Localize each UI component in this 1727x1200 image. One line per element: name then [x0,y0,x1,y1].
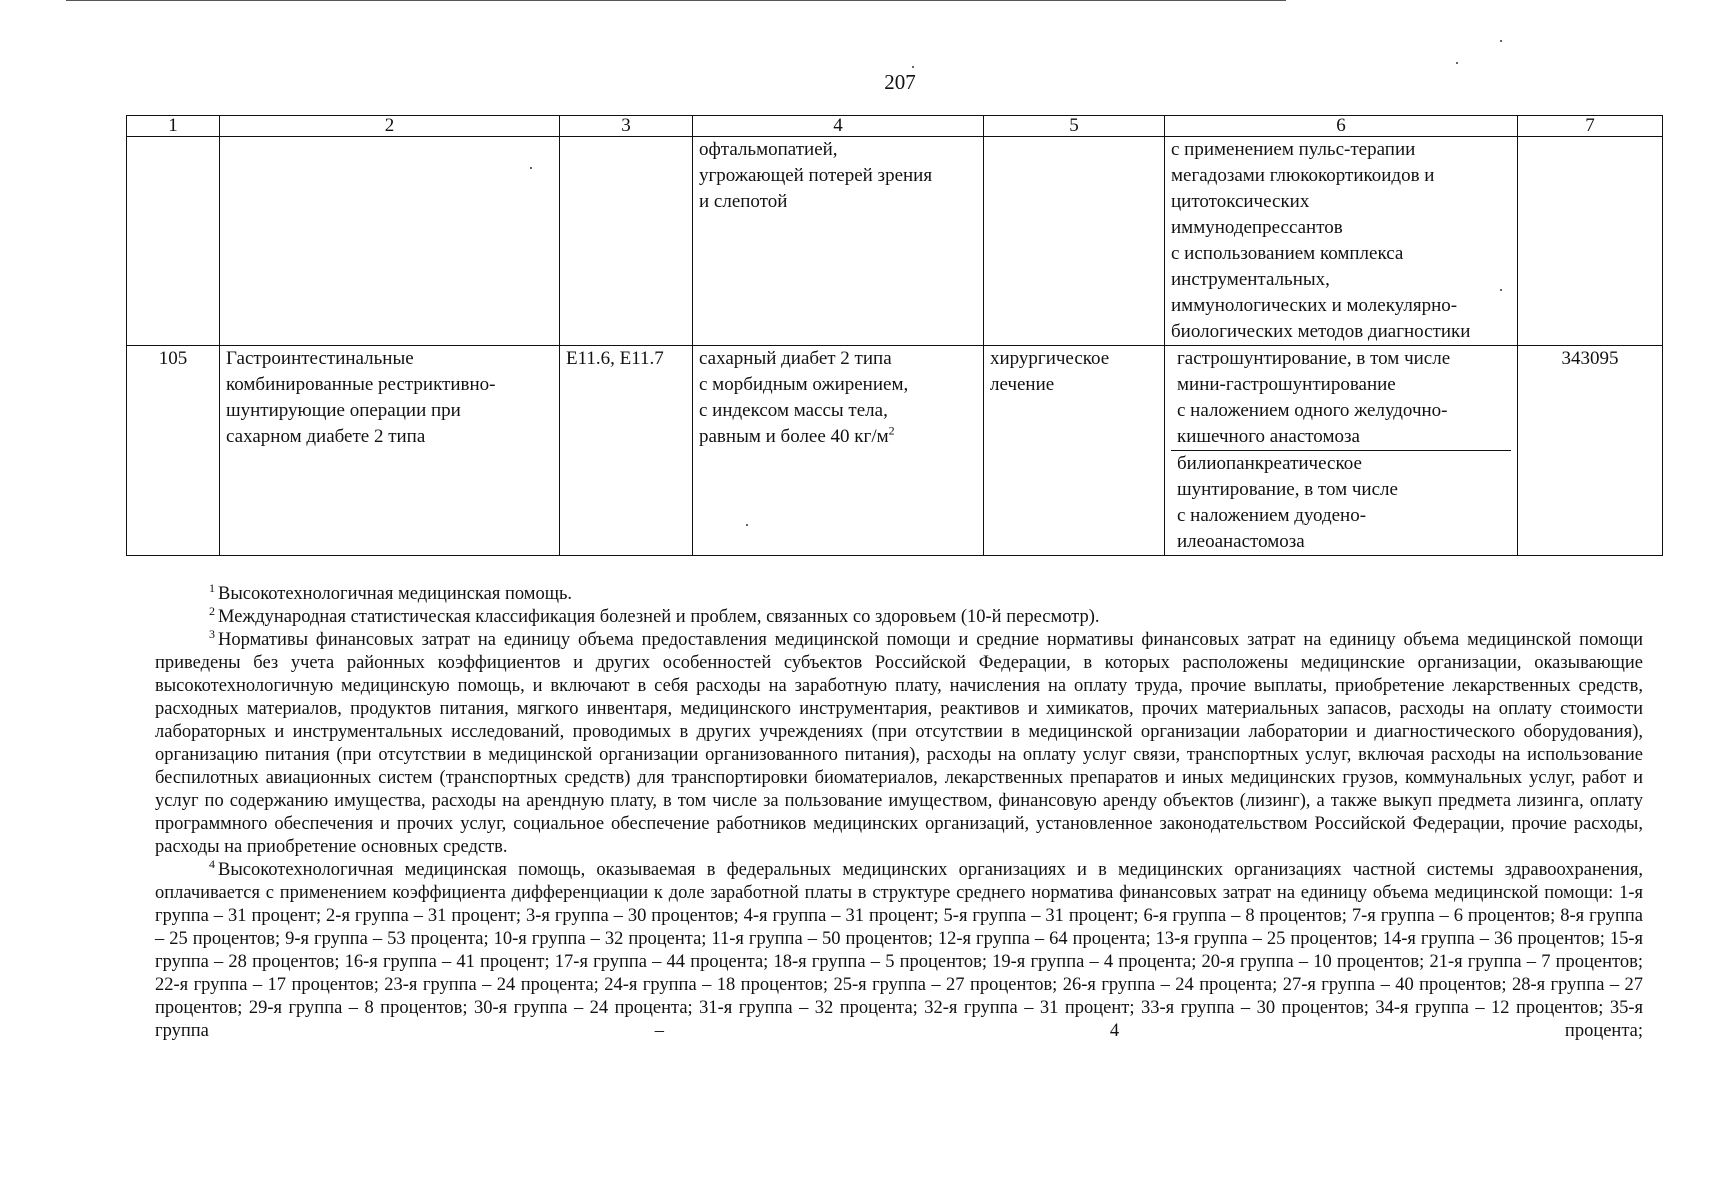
column-number: 7 [1518,116,1663,137]
cell-treatment-methods [1165,346,1518,556]
text-line: биологических методов диагностики [1171,321,1471,342]
cell-treatment-method [1165,137,1518,346]
text-line: с использованием комплекса [1171,243,1404,264]
text-line: лечение [990,374,1055,395]
text-line: комбинированные рестриктивно- [226,374,496,395]
text-line: сахарном диабете 2 типа [226,426,426,447]
column-number: 2 [220,116,560,137]
text-line: кишечного анастомоза [1177,426,1360,447]
footnote-mark: 3 [209,626,215,641]
cell-treatment-type [984,346,1165,556]
column-number: 3 [560,116,693,137]
footnote-mark: 4 [209,856,215,871]
cell-empty [220,137,560,346]
cell-empty [560,137,693,346]
text-line: иммунодепрессантов [1171,217,1343,238]
text-line: офтальмопатией, [699,139,838,160]
table-row-105 [127,346,1663,556]
superscript: 2 [888,423,895,438]
text-line: с наложением дуодено- [1177,505,1367,526]
method-gastric-bypass [1171,346,1511,450]
text-line: цитотоксических [1171,191,1310,212]
page-number: 207 [884,70,916,94]
column-number: 5 [984,116,1165,137]
services-table [126,115,1663,556]
footnote-text: Высокотехнологичная медицинская помощь. [218,584,573,604]
continuation-row [127,137,1663,346]
text-line: мегадозами глюкокортикоидов и [1171,165,1435,186]
column-number: 4 [693,116,984,137]
text-line: хирургическое [990,348,1110,369]
footnote-mark: 2 [209,603,215,618]
text-line: мини-гастрошунтирование [1177,374,1396,395]
footnotes [155,580,1643,1043]
cell-icd-codes: E11.6, E11.7 [560,346,693,556]
column-number: 1 [127,116,220,137]
column-number: 6 [1165,116,1518,137]
cell-patient-model [693,137,984,346]
text-line: с наложением одного желудочно- [1177,400,1448,421]
text-fragment: равным и более 40 кг/м [699,426,889,447]
footnote-text: Высокотехнологичная медицинская помощь, оказываемая в федеральных медицинских организациях и в медицинских организациях частной системы здравоохранения, оплачивается с применением коэффициента дифференциации к доле заработной платы в структуре среднего норматива финансовых затрат на единицу объема медицинской помощи: 1-я группа – 31 процент; 2-я группа – 31 процент; 3-я группа – 30 процентов; 4-я группа – 31 процент; 5-я группа – 31 процент; 6-я группа – 8 процентов; 7-я группа – 6 процентов; 8-я группа – 25 процентов; 9-я группа – 53 процента; 10-я группа – 32 процента; 11-я группа – 50 процентов; 12-я группа – 64 процента; 13-я группа – 25 процентов; 14-я группа – 36 процентов; 15-я группа – 28 процентов; 16-я группа – 41 процент; 17-я группа – 44 процента; 18-я группа – 5 процентов; 19-я группа – 4 процента; 20-я группа – 10 процентов; 21-я группа – 7 процентов; 22-я группа – 17 процентов; 23-я группа – 24 процента; 24-я группа – 18 процентов; 25-я группа – 27 процентов; 26-я группа – 24 процента; 27-я группа – 40 процентов; 28-я группа – 27 процентов; 29-я группа – 8 процентов; 30-я группа – 24 процента; 31-я группа – 32 процента; 32-я группа – 31 процент; 33-я группа – 30 процентов; 34-я группа – 12 процентов; 35-я группа – 4 процента; [155,860,1643,1041]
footnote-4 [155,856,1643,1043]
text-line: с морбидным ожирением, [699,374,909,395]
cell-row-number: 105 [127,346,220,556]
cell-patient-model [693,346,984,556]
text-line: шунтирующие операции при [226,400,461,421]
text-line: с индексом массы тела, [699,400,888,421]
footnote-3 [155,626,1643,859]
footnote-2 [155,603,1643,629]
text-line: шунтирование, в том числе [1177,479,1398,500]
text-line: билиопанкреатическое [1177,453,1362,474]
cell-empty [1518,137,1663,346]
text-line [699,424,977,450]
text-line: инструментальных, [1171,269,1330,290]
method-biliopancreatic-bypass [1171,450,1511,555]
text-line: и слепотой [699,191,788,212]
text-line: илеоанастомоза [1177,531,1305,552]
text-line: с применением пульс-терапии [1171,139,1416,160]
top-border-rule [66,0,1286,1]
text-line: гастрошунтирование, в том числе [1177,348,1451,369]
cell-empty [984,137,1165,346]
footnote-mark: 1 [209,580,215,595]
cell-service-name [220,346,560,556]
footnote-1 [155,580,1643,606]
cell-cost: 343095 [1518,346,1663,556]
footnote-text: Международная статистическая классификация болезней и проблем, связанных со здоровьем (10-й пересмотр). [218,607,1100,627]
footnote-text: Нормативы финансовых затрат на единицу объема предоставления медицинской помощи и средние нормативы финансовых затрат на единицу объема медицинской помощи приведены без учета районных коэффициентов и других особенностей субъектов Российской Федерации, в которых расположены медицинские организации, оказывающие высокотехнологичную медицинскую помощь, и включают в себя расходы на заработную плату, начисления на оплату труда, прочие выплаты, приобретение лекарственных средств, расходных материалов, продуктов питания, мягкого инвентаря, медицинского инструментария, реактивов и химикатов, прочих материальных запасов, расходы на оплату стоимости лабораторных и инструментальных исследований, проводимых в других учреждениях (при отсутствии в медицинской организации лаборатории и диагностического оборудования), организацию питания (при отсутствии в медицинской организации организованного питания), расходы на оплату услуг связи, транспортных услуг, включая расходы на использование беспилотных авиационных систем (транспортных средств) для транспортировки биоматериалов, лекарственных препаратов и иных медицинских грузов, коммунальных услуг, работ и услуг по содержанию имущества, расходы на арендную плату, в том числе за пользование имуществом, финансовую аренду объектов (лизинг), а также выкуп предмета лизинга, оплату программного обеспечения и прочих услуг, социальное обеспечение работников медицинских организаций, установленное законодательством Российской Федерации, прочие расходы, расходы на приобретение основных средств. [155,630,1643,857]
cell-empty [127,137,220,346]
column-number-row [127,116,1663,137]
text-line: иммунологических и молекулярно- [1171,295,1458,316]
text-line: угрожающей потерей зрения [699,165,933,186]
text-line: Гастроинтестинальные [226,348,414,369]
text-line: сахарный диабет 2 типа [699,348,892,369]
